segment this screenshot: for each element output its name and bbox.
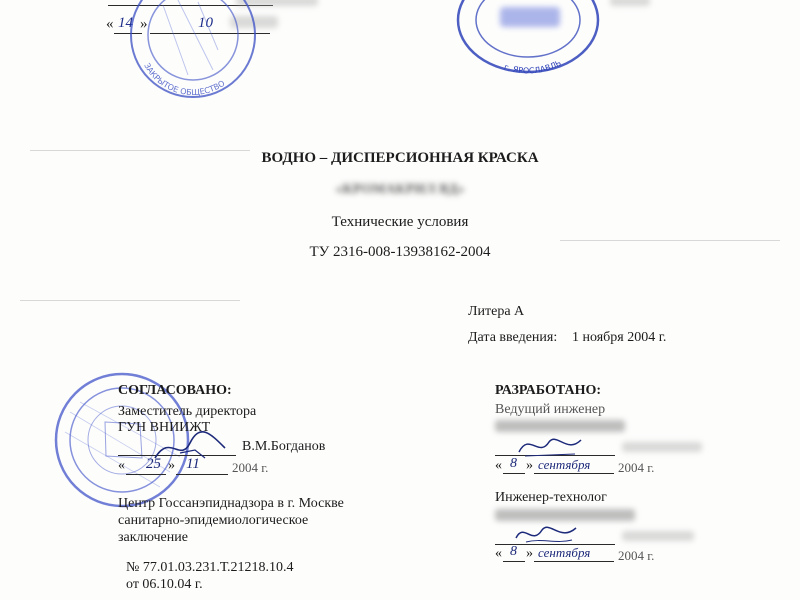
top-left-stamp xyxy=(118,0,268,120)
developed-date2-year: 2004 г. xyxy=(618,548,655,563)
agreed-organization: ГУН ВНИИЖТ xyxy=(118,420,211,435)
developed-role-lead-engineer: Ведущий инженер xyxy=(495,402,606,417)
developed-date1-open-quote: « xyxy=(495,458,502,473)
developed-date2-close-quote: » xyxy=(526,546,533,561)
top-right-stamp xyxy=(448,0,608,90)
redacted-top-right-year xyxy=(610,0,650,6)
developed-date1-day: 8 xyxy=(510,456,517,471)
introduction-date-label: Дата введения: xyxy=(468,330,558,345)
litera-label: Литера А xyxy=(468,304,525,319)
developed-date1-close-quote: » xyxy=(526,458,533,473)
agreed-date-month-line xyxy=(176,474,228,475)
top-date-day: 14 xyxy=(118,15,133,31)
document-title: ВОДНО – ДИСПЕРСИОННАЯ КРАСКА xyxy=(261,150,539,166)
introduction-date-value: 1 ноября 2004 г. xyxy=(572,330,667,345)
agreed-signatory-name: В.М.Богданов xyxy=(242,439,326,454)
developed-date2-open-quote: « xyxy=(495,546,502,561)
agreed-heading: СОГЛАСОВАНО: xyxy=(118,383,232,398)
product-name-redacted: «КРОМАКРИЛ ВД» xyxy=(335,182,465,197)
agreed-date-month: 11 xyxy=(186,456,200,472)
top-date-close-quote: » xyxy=(140,16,148,32)
document-subtitle: Технические условия xyxy=(331,214,469,230)
agreed-date-day-line xyxy=(126,474,166,475)
developed-date1-day-line xyxy=(503,473,525,474)
agreed-date-open-quote: « xyxy=(118,458,125,473)
developed-heading: РАЗРАБОТАНО: xyxy=(495,383,602,398)
agreed-date-day: 25 xyxy=(146,456,161,472)
sanitary-conclusion-date: от 06.10.04 г. xyxy=(126,577,203,592)
redacted-name-1 xyxy=(622,442,702,452)
developed-date2-month: сентября xyxy=(538,545,591,560)
agreed-date-year: 2004 г. xyxy=(232,460,269,475)
sanitary-conclusion-number: № 77.01.03.231.Т.21218.10.4 xyxy=(126,560,294,575)
scan-artifact-line xyxy=(20,300,240,301)
agreed-position: Заместитель директора xyxy=(118,404,257,419)
redacted-name-2 xyxy=(622,531,694,541)
sanitary-conclusion-line1: санитарно-эпидемиологическое xyxy=(118,513,309,528)
scan-artifact-line xyxy=(560,240,780,241)
top-date-open-quote: « xyxy=(106,16,114,32)
sanitary-conclusion-line2: заключение xyxy=(118,530,188,545)
document-code: ТУ 2316-008-13938162-2004 xyxy=(309,244,491,260)
developed-date1-month-line xyxy=(534,473,614,474)
top-right-stamp-text: г. ЯРОСЛАВЛЬ xyxy=(502,58,563,76)
developed-date1-month: сентября xyxy=(538,457,591,472)
developed-date1-year: 2004 г. xyxy=(618,460,655,475)
top-date-month: 10 xyxy=(198,15,213,31)
developed-date2-day: 8 xyxy=(510,544,517,559)
sanitary-center-name: Центр Госсанэпиднадзора в г. Москве xyxy=(118,496,344,511)
developed-role-process-engineer: Инженер-технолог xyxy=(495,490,607,505)
developed-date2-month-line xyxy=(534,561,614,562)
svg-text:г. ЯРОСЛАВЛЬ xyxy=(503,58,563,75)
agreed-date-close-quote: » xyxy=(168,458,175,473)
top-left-stamp-text: ЗАКРЫТОЕ ОБЩЕСТВО xyxy=(142,61,227,98)
developed-date2-day-line xyxy=(503,561,525,562)
